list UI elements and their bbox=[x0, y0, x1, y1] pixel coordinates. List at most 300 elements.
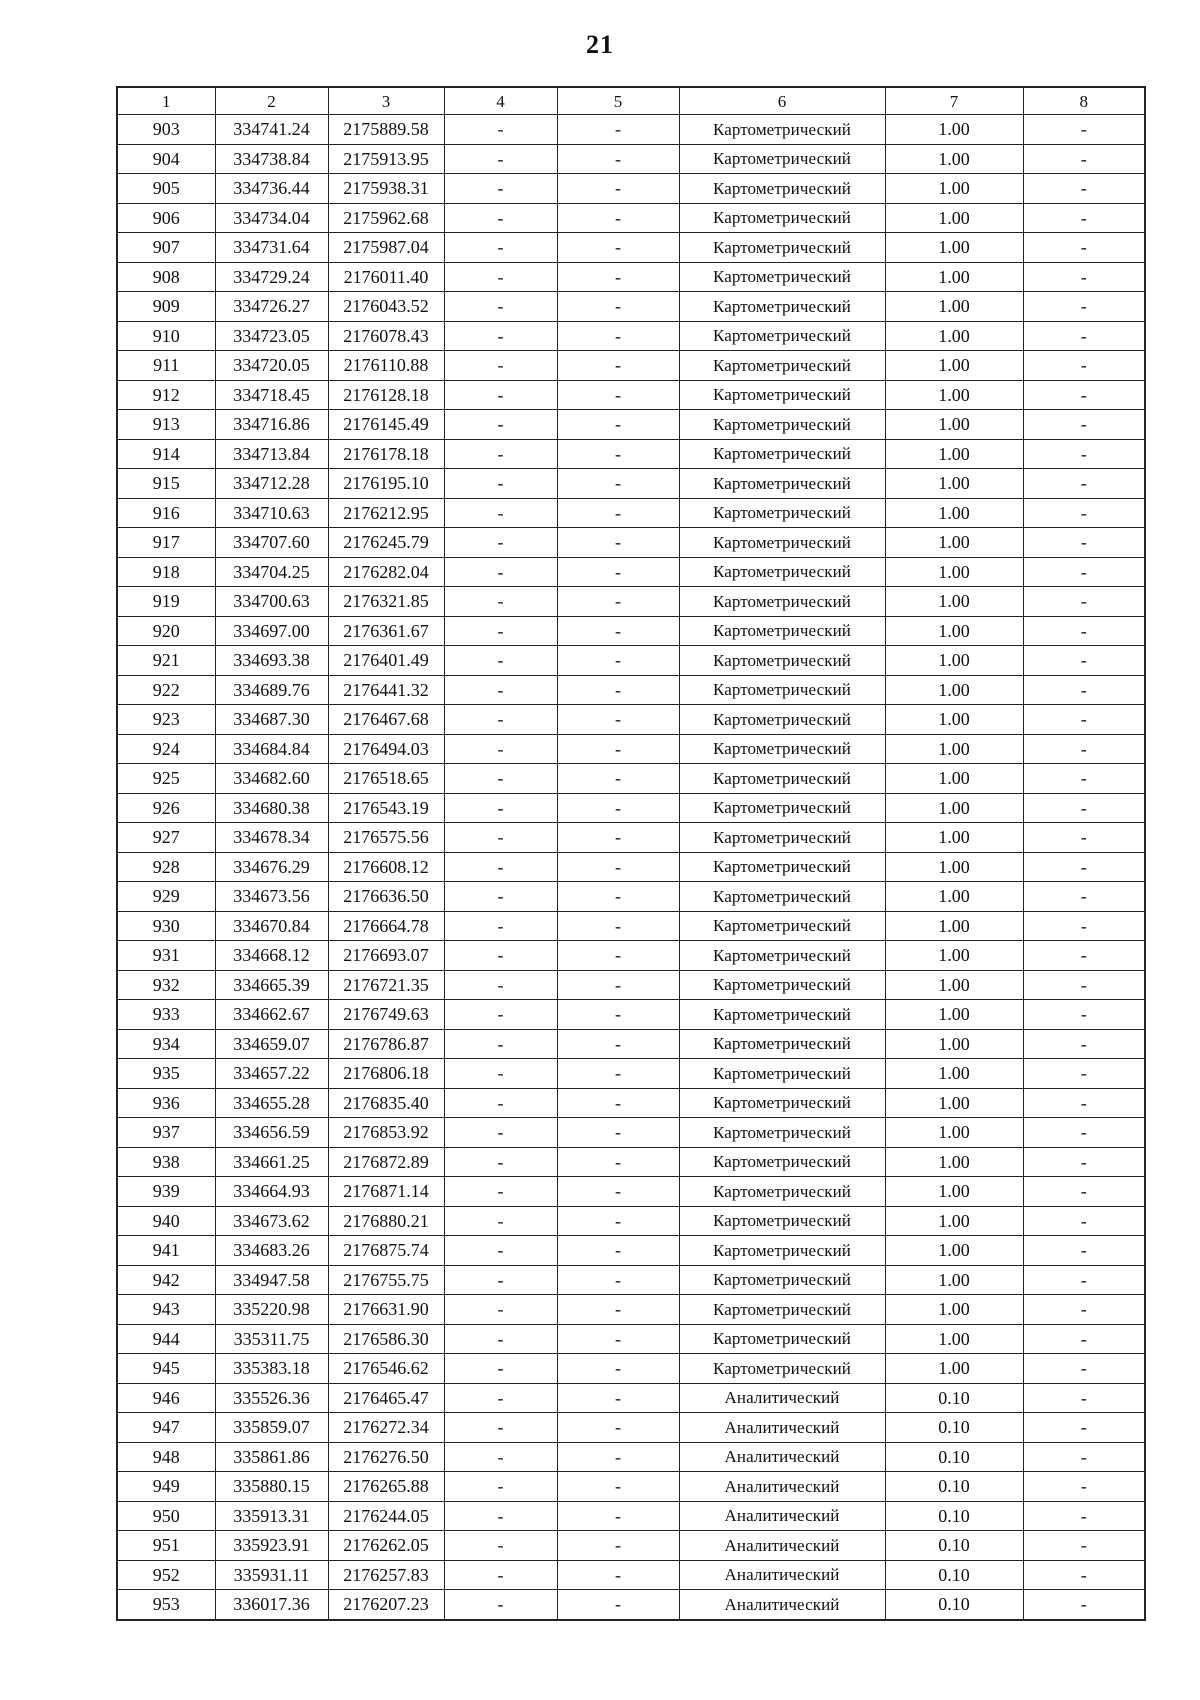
col8-cell: - bbox=[1023, 1295, 1145, 1325]
col8-cell: - bbox=[1023, 1088, 1145, 1118]
method-cell: Картометрический bbox=[679, 1118, 885, 1148]
point-number-cell: 926 bbox=[117, 793, 215, 823]
point-number-cell: 910 bbox=[117, 321, 215, 351]
col8-cell: - bbox=[1023, 734, 1145, 764]
method-cell: Картометрический bbox=[679, 144, 885, 174]
col4-cell: - bbox=[444, 764, 557, 794]
x-coordinate-cell: 334673.62 bbox=[215, 1206, 328, 1236]
col8-cell: - bbox=[1023, 469, 1145, 499]
method-cell: Аналитический bbox=[679, 1442, 885, 1472]
col8-cell: - bbox=[1023, 1029, 1145, 1059]
point-number-cell: 907 bbox=[117, 233, 215, 263]
col5-cell: - bbox=[557, 734, 679, 764]
y-coordinate-cell: 2176276.50 bbox=[328, 1442, 444, 1472]
accuracy-cell: 1.00 bbox=[885, 1088, 1023, 1118]
method-cell: Картометрический bbox=[679, 823, 885, 853]
point-number-cell: 915 bbox=[117, 469, 215, 499]
accuracy-cell: 1.00 bbox=[885, 852, 1023, 882]
y-coordinate-cell: 2176575.56 bbox=[328, 823, 444, 853]
method-cell: Картометрический bbox=[679, 941, 885, 971]
col5-cell: - bbox=[557, 1000, 679, 1030]
x-coordinate-cell: 334693.38 bbox=[215, 646, 328, 676]
col8-cell: - bbox=[1023, 1265, 1145, 1295]
table-row bbox=[117, 1118, 1145, 1148]
method-cell: Картометрический bbox=[679, 1265, 885, 1295]
method-cell: Аналитический bbox=[679, 1383, 885, 1413]
y-coordinate-cell: 2176546.62 bbox=[328, 1354, 444, 1384]
x-coordinate-cell: 334718.45 bbox=[215, 380, 328, 410]
col8-cell: - bbox=[1023, 528, 1145, 558]
accuracy-cell: 1.00 bbox=[885, 439, 1023, 469]
point-number-cell: 923 bbox=[117, 705, 215, 735]
method-cell: Картометрический bbox=[679, 911, 885, 941]
table-row bbox=[117, 1560, 1145, 1590]
col8-cell: - bbox=[1023, 1560, 1145, 1590]
x-coordinate-cell: 334680.38 bbox=[215, 793, 328, 823]
table-row bbox=[117, 1265, 1145, 1295]
point-number-cell: 952 bbox=[117, 1560, 215, 1590]
col4-cell: - bbox=[444, 734, 557, 764]
accuracy-cell: 1.00 bbox=[885, 1295, 1023, 1325]
table-row bbox=[117, 793, 1145, 823]
accuracy-cell: 1.00 bbox=[885, 1206, 1023, 1236]
x-coordinate-cell: 334741.24 bbox=[215, 115, 328, 145]
col4-cell: - bbox=[444, 646, 557, 676]
col4-cell: - bbox=[444, 1000, 557, 1030]
point-number-cell: 925 bbox=[117, 764, 215, 794]
y-coordinate-cell: 2176128.18 bbox=[328, 380, 444, 410]
x-coordinate-cell: 334712.28 bbox=[215, 469, 328, 499]
accuracy-cell: 1.00 bbox=[885, 292, 1023, 322]
col8-cell: - bbox=[1023, 410, 1145, 440]
accuracy-cell: 1.00 bbox=[885, 675, 1023, 705]
col5-cell: - bbox=[557, 321, 679, 351]
col5-cell: - bbox=[557, 823, 679, 853]
point-number-cell: 953 bbox=[117, 1590, 215, 1620]
col4-cell: - bbox=[444, 1324, 557, 1354]
col8-cell: - bbox=[1023, 1413, 1145, 1443]
x-coordinate-cell: 334673.56 bbox=[215, 882, 328, 912]
method-cell: Аналитический bbox=[679, 1413, 885, 1443]
point-number-cell: 947 bbox=[117, 1413, 215, 1443]
method-cell: Картометрический bbox=[679, 675, 885, 705]
table-row bbox=[117, 646, 1145, 676]
method-cell: Картометрический bbox=[679, 793, 885, 823]
method-cell: Картометрический bbox=[679, 852, 885, 882]
table-row bbox=[117, 203, 1145, 233]
point-number-cell: 914 bbox=[117, 439, 215, 469]
table-body bbox=[117, 115, 1145, 1620]
col8-cell: - bbox=[1023, 646, 1145, 676]
col4-cell: - bbox=[444, 1177, 557, 1207]
col5-cell: - bbox=[557, 1059, 679, 1089]
col5-cell: - bbox=[557, 1383, 679, 1413]
col4-cell: - bbox=[444, 793, 557, 823]
method-cell: Картометрический bbox=[679, 469, 885, 499]
table-row bbox=[117, 1236, 1145, 1266]
x-coordinate-cell: 334682.60 bbox=[215, 764, 328, 794]
x-coordinate-cell: 334689.76 bbox=[215, 675, 328, 705]
table-row bbox=[117, 1413, 1145, 1443]
method-cell: Картометрический bbox=[679, 734, 885, 764]
col5-cell: - bbox=[557, 675, 679, 705]
x-coordinate-cell: 334659.07 bbox=[215, 1029, 328, 1059]
method-cell: Аналитический bbox=[679, 1531, 885, 1561]
y-coordinate-cell: 2176586.30 bbox=[328, 1324, 444, 1354]
point-number-cell: 922 bbox=[117, 675, 215, 705]
col5-cell: - bbox=[557, 439, 679, 469]
method-cell: Картометрический bbox=[679, 528, 885, 558]
y-coordinate-cell: 2176178.18 bbox=[328, 439, 444, 469]
x-coordinate-cell: 335931.11 bbox=[215, 1560, 328, 1590]
table-row bbox=[117, 1206, 1145, 1236]
table-row bbox=[117, 1000, 1145, 1030]
method-cell: Картометрический bbox=[679, 557, 885, 587]
y-coordinate-cell: 2176543.19 bbox=[328, 793, 444, 823]
accuracy-cell: 1.00 bbox=[885, 321, 1023, 351]
x-coordinate-cell: 334678.34 bbox=[215, 823, 328, 853]
y-coordinate-cell: 2176806.18 bbox=[328, 1059, 444, 1089]
y-coordinate-cell: 2176664.78 bbox=[328, 911, 444, 941]
y-coordinate-cell: 2176043.52 bbox=[328, 292, 444, 322]
col8-cell: - bbox=[1023, 1383, 1145, 1413]
col4-cell: - bbox=[444, 823, 557, 853]
accuracy-cell: 1.00 bbox=[885, 587, 1023, 617]
accuracy-cell: 1.00 bbox=[885, 233, 1023, 263]
col5-cell: - bbox=[557, 410, 679, 440]
accuracy-cell: 1.00 bbox=[885, 1265, 1023, 1295]
x-coordinate-cell: 334662.67 bbox=[215, 1000, 328, 1030]
x-coordinate-cell: 335923.91 bbox=[215, 1531, 328, 1561]
accuracy-cell: 0.10 bbox=[885, 1413, 1023, 1443]
col4-cell: - bbox=[444, 1590, 557, 1620]
col5-cell: - bbox=[557, 764, 679, 794]
method-cell: Картометрический bbox=[679, 1177, 885, 1207]
col4-cell: - bbox=[444, 1560, 557, 1590]
x-coordinate-cell: 334738.84 bbox=[215, 144, 328, 174]
col8-cell: - bbox=[1023, 292, 1145, 322]
point-number-cell: 920 bbox=[117, 616, 215, 646]
x-coordinate-cell: 334665.39 bbox=[215, 970, 328, 1000]
x-coordinate-cell: 334656.59 bbox=[215, 1118, 328, 1148]
coordinates-table bbox=[116, 86, 1146, 1621]
accuracy-cell: 1.00 bbox=[885, 616, 1023, 646]
table-row bbox=[117, 1472, 1145, 1502]
accuracy-cell: 1.00 bbox=[885, 174, 1023, 204]
table-row bbox=[117, 705, 1145, 735]
accuracy-cell: 1.00 bbox=[885, 1236, 1023, 1266]
y-coordinate-cell: 2176262.05 bbox=[328, 1531, 444, 1561]
col4-cell: - bbox=[444, 115, 557, 145]
col4-cell: - bbox=[444, 1442, 557, 1472]
accuracy-cell: 1.00 bbox=[885, 1059, 1023, 1089]
col8-cell: - bbox=[1023, 941, 1145, 971]
x-coordinate-cell: 334729.24 bbox=[215, 262, 328, 292]
col5-cell: - bbox=[557, 793, 679, 823]
col5-cell: - bbox=[557, 1088, 679, 1118]
accuracy-cell: 0.10 bbox=[885, 1560, 1023, 1590]
col4-cell: - bbox=[444, 321, 557, 351]
col4-cell: - bbox=[444, 1029, 557, 1059]
col4-cell: - bbox=[444, 1059, 557, 1089]
col5-cell: - bbox=[557, 1560, 679, 1590]
point-number-cell: 937 bbox=[117, 1118, 215, 1148]
point-number-cell: 933 bbox=[117, 1000, 215, 1030]
point-number-cell: 917 bbox=[117, 528, 215, 558]
point-number-cell: 950 bbox=[117, 1501, 215, 1531]
column-header: 2 bbox=[215, 87, 328, 115]
accuracy-cell: 1.00 bbox=[885, 823, 1023, 853]
table-row bbox=[117, 262, 1145, 292]
col4-cell: - bbox=[444, 144, 557, 174]
col4-cell: - bbox=[444, 1383, 557, 1413]
col8-cell: - bbox=[1023, 970, 1145, 1000]
col8-cell: - bbox=[1023, 557, 1145, 587]
col5-cell: - bbox=[557, 1147, 679, 1177]
col8-cell: - bbox=[1023, 616, 1145, 646]
col5-cell: - bbox=[557, 498, 679, 528]
col4-cell: - bbox=[444, 1206, 557, 1236]
x-coordinate-cell: 334947.58 bbox=[215, 1265, 328, 1295]
col5-cell: - bbox=[557, 1413, 679, 1443]
table-row bbox=[117, 616, 1145, 646]
table-row bbox=[117, 882, 1145, 912]
col8-cell: - bbox=[1023, 793, 1145, 823]
point-number-cell: 946 bbox=[117, 1383, 215, 1413]
accuracy-cell: 1.00 bbox=[885, 144, 1023, 174]
table-row bbox=[117, 1029, 1145, 1059]
table-row bbox=[117, 1177, 1145, 1207]
point-number-cell: 943 bbox=[117, 1295, 215, 1325]
accuracy-cell: 1.00 bbox=[885, 1118, 1023, 1148]
table-row bbox=[117, 852, 1145, 882]
method-cell: Картометрический bbox=[679, 1236, 885, 1266]
accuracy-cell: 1.00 bbox=[885, 528, 1023, 558]
point-number-cell: 909 bbox=[117, 292, 215, 322]
x-coordinate-cell: 335859.07 bbox=[215, 1413, 328, 1443]
method-cell: Картометрический bbox=[679, 439, 885, 469]
col8-cell: - bbox=[1023, 262, 1145, 292]
x-coordinate-cell: 334713.84 bbox=[215, 439, 328, 469]
col4-cell: - bbox=[444, 498, 557, 528]
x-coordinate-cell: 335913.31 bbox=[215, 1501, 328, 1531]
point-number-cell: 927 bbox=[117, 823, 215, 853]
col4-cell: - bbox=[444, 587, 557, 617]
y-coordinate-cell: 2176608.12 bbox=[328, 852, 444, 882]
point-number-cell: 904 bbox=[117, 144, 215, 174]
y-coordinate-cell: 2176145.49 bbox=[328, 410, 444, 440]
accuracy-cell: 0.10 bbox=[885, 1442, 1023, 1472]
col4-cell: - bbox=[444, 882, 557, 912]
point-number-cell: 938 bbox=[117, 1147, 215, 1177]
method-cell: Картометрический bbox=[679, 1059, 885, 1089]
col8-cell: - bbox=[1023, 852, 1145, 882]
table-row bbox=[117, 823, 1145, 853]
x-coordinate-cell: 334731.64 bbox=[215, 233, 328, 263]
method-cell: Аналитический bbox=[679, 1501, 885, 1531]
table-row bbox=[117, 1442, 1145, 1472]
method-cell: Картометрический bbox=[679, 321, 885, 351]
y-coordinate-cell: 2176871.14 bbox=[328, 1177, 444, 1207]
col5-cell: - bbox=[557, 1501, 679, 1531]
col8-cell: - bbox=[1023, 764, 1145, 794]
point-number-cell: 908 bbox=[117, 262, 215, 292]
accuracy-cell: 1.00 bbox=[885, 734, 1023, 764]
x-coordinate-cell: 334704.25 bbox=[215, 557, 328, 587]
col5-cell: - bbox=[557, 528, 679, 558]
method-cell: Картометрический bbox=[679, 1324, 885, 1354]
col8-cell: - bbox=[1023, 498, 1145, 528]
y-coordinate-cell: 2176078.43 bbox=[328, 321, 444, 351]
point-number-cell: 942 bbox=[117, 1265, 215, 1295]
table-row bbox=[117, 410, 1145, 440]
accuracy-cell: 1.00 bbox=[885, 1354, 1023, 1384]
x-coordinate-cell: 334661.25 bbox=[215, 1147, 328, 1177]
col5-cell: - bbox=[557, 941, 679, 971]
method-cell: Картометрический bbox=[679, 1147, 885, 1177]
col4-cell: - bbox=[444, 380, 557, 410]
x-coordinate-cell: 334697.00 bbox=[215, 616, 328, 646]
col8-cell: - bbox=[1023, 351, 1145, 381]
col8-cell: - bbox=[1023, 1501, 1145, 1531]
col8-cell: - bbox=[1023, 1000, 1145, 1030]
table-row bbox=[117, 469, 1145, 499]
col5-cell: - bbox=[557, 292, 679, 322]
method-cell: Картометрический bbox=[679, 233, 885, 263]
col8-cell: - bbox=[1023, 321, 1145, 351]
table-row bbox=[117, 1590, 1145, 1620]
y-coordinate-cell: 2176749.63 bbox=[328, 1000, 444, 1030]
col4-cell: - bbox=[444, 1265, 557, 1295]
col4-cell: - bbox=[444, 1531, 557, 1561]
accuracy-cell: 1.00 bbox=[885, 351, 1023, 381]
point-number-cell: 912 bbox=[117, 380, 215, 410]
y-coordinate-cell: 2175938.31 bbox=[328, 174, 444, 204]
table-row bbox=[117, 1088, 1145, 1118]
table-row bbox=[117, 1531, 1145, 1561]
point-number-cell: 906 bbox=[117, 203, 215, 233]
point-number-cell: 913 bbox=[117, 410, 215, 440]
accuracy-cell: 1.00 bbox=[885, 970, 1023, 1000]
table-header-row bbox=[117, 87, 1145, 115]
table-row bbox=[117, 764, 1145, 794]
x-coordinate-cell: 334687.30 bbox=[215, 705, 328, 735]
col5-cell: - bbox=[557, 469, 679, 499]
x-coordinate-cell: 335526.36 bbox=[215, 1383, 328, 1413]
method-cell: Картометрический bbox=[679, 380, 885, 410]
y-coordinate-cell: 2176631.90 bbox=[328, 1295, 444, 1325]
accuracy-cell: 0.10 bbox=[885, 1501, 1023, 1531]
method-cell: Картометрический bbox=[679, 616, 885, 646]
y-coordinate-cell: 2176265.88 bbox=[328, 1472, 444, 1502]
method-cell: Аналитический bbox=[679, 1560, 885, 1590]
col4-cell: - bbox=[444, 262, 557, 292]
y-coordinate-cell: 2176282.04 bbox=[328, 557, 444, 587]
table-row bbox=[117, 1324, 1145, 1354]
col5-cell: - bbox=[557, 587, 679, 617]
col5-cell: - bbox=[557, 1295, 679, 1325]
table-row bbox=[117, 911, 1145, 941]
col4-cell: - bbox=[444, 852, 557, 882]
col5-cell: - bbox=[557, 970, 679, 1000]
method-cell: Картометрический bbox=[679, 174, 885, 204]
table-row bbox=[117, 498, 1145, 528]
col8-cell: - bbox=[1023, 882, 1145, 912]
accuracy-cell: 1.00 bbox=[885, 1177, 1023, 1207]
point-number-cell: 932 bbox=[117, 970, 215, 1000]
method-cell: Картометрический bbox=[679, 262, 885, 292]
col4-cell: - bbox=[444, 616, 557, 646]
point-number-cell: 924 bbox=[117, 734, 215, 764]
accuracy-cell: 1.00 bbox=[885, 380, 1023, 410]
table-row bbox=[117, 734, 1145, 764]
col5-cell: - bbox=[557, 1531, 679, 1561]
x-coordinate-cell: 334710.63 bbox=[215, 498, 328, 528]
col8-cell: - bbox=[1023, 174, 1145, 204]
y-coordinate-cell: 2176257.83 bbox=[328, 1560, 444, 1590]
table-row bbox=[117, 351, 1145, 381]
accuracy-cell: 1.00 bbox=[885, 498, 1023, 528]
y-coordinate-cell: 2176401.49 bbox=[328, 646, 444, 676]
table-row bbox=[117, 1295, 1145, 1325]
col4-cell: - bbox=[444, 941, 557, 971]
point-number-cell: 951 bbox=[117, 1531, 215, 1561]
accuracy-cell: 1.00 bbox=[885, 882, 1023, 912]
table-row bbox=[117, 941, 1145, 971]
method-cell: Картометрический bbox=[679, 970, 885, 1000]
x-coordinate-cell: 335383.18 bbox=[215, 1354, 328, 1384]
col5-cell: - bbox=[557, 646, 679, 676]
y-coordinate-cell: 2176786.87 bbox=[328, 1029, 444, 1059]
x-coordinate-cell: 335861.86 bbox=[215, 1442, 328, 1472]
col8-cell: - bbox=[1023, 1590, 1145, 1620]
col4-cell: - bbox=[444, 439, 557, 469]
table-row bbox=[117, 144, 1145, 174]
col4-cell: - bbox=[444, 1413, 557, 1443]
y-coordinate-cell: 2176272.34 bbox=[328, 1413, 444, 1443]
method-cell: Картометрический bbox=[679, 764, 885, 794]
method-cell: Аналитический bbox=[679, 1590, 885, 1620]
y-coordinate-cell: 2176518.65 bbox=[328, 764, 444, 794]
col5-cell: - bbox=[557, 1324, 679, 1354]
point-number-cell: 935 bbox=[117, 1059, 215, 1089]
table-row bbox=[117, 380, 1145, 410]
point-number-cell: 903 bbox=[117, 115, 215, 145]
y-coordinate-cell: 2176755.75 bbox=[328, 1265, 444, 1295]
point-number-cell: 941 bbox=[117, 1236, 215, 1266]
x-coordinate-cell: 334668.12 bbox=[215, 941, 328, 971]
x-coordinate-cell: 334670.84 bbox=[215, 911, 328, 941]
y-coordinate-cell: 2176494.03 bbox=[328, 734, 444, 764]
point-number-cell: 918 bbox=[117, 557, 215, 587]
accuracy-cell: 1.00 bbox=[885, 557, 1023, 587]
y-coordinate-cell: 2176245.79 bbox=[328, 528, 444, 558]
table-row bbox=[117, 1147, 1145, 1177]
col4-cell: - bbox=[444, 1118, 557, 1148]
col4-cell: - bbox=[444, 174, 557, 204]
x-coordinate-cell: 334734.04 bbox=[215, 203, 328, 233]
method-cell: Аналитический bbox=[679, 1472, 885, 1502]
method-cell: Картометрический bbox=[679, 1000, 885, 1030]
y-coordinate-cell: 2176212.95 bbox=[328, 498, 444, 528]
table-row bbox=[117, 115, 1145, 145]
method-cell: Картометрический bbox=[679, 882, 885, 912]
col8-cell: - bbox=[1023, 1236, 1145, 1266]
method-cell: Картометрический bbox=[679, 203, 885, 233]
col5-cell: - bbox=[557, 351, 679, 381]
point-number-cell: 905 bbox=[117, 174, 215, 204]
x-coordinate-cell: 335220.98 bbox=[215, 1295, 328, 1325]
